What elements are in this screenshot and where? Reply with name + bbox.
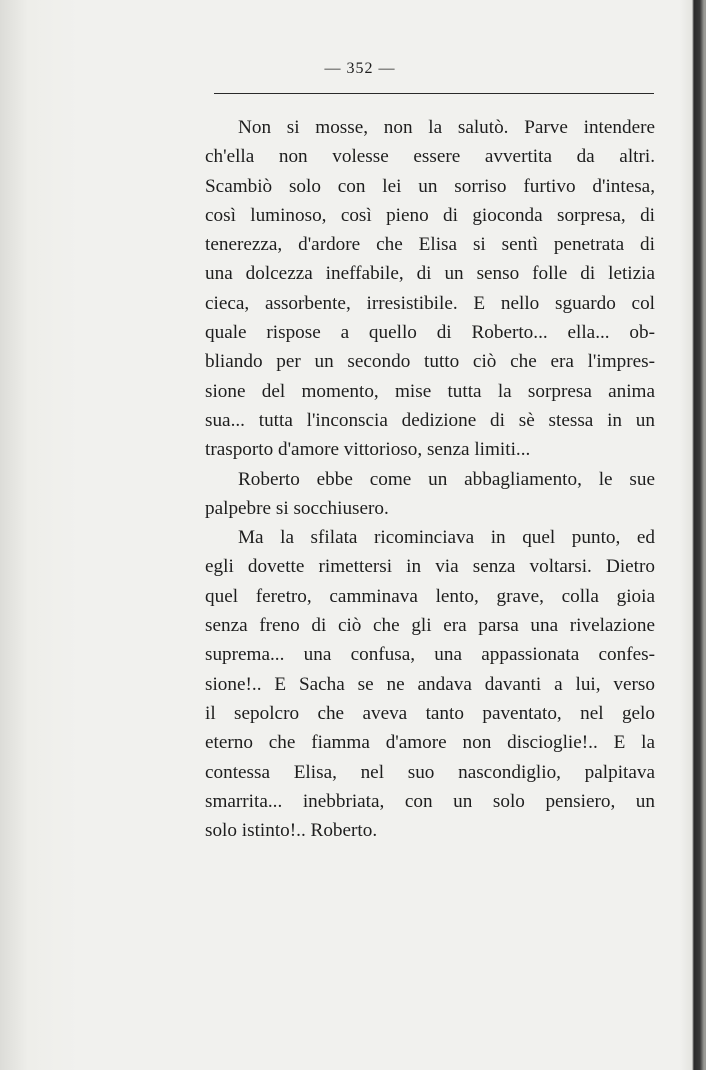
text-line: solo istinto!.. Roberto. (205, 820, 378, 842)
text-line: suprema... una confusa, una appassionata confes- (205, 644, 655, 666)
text-line: trasporto d'amore vittorioso, senza limiti... (205, 439, 531, 461)
text-line: palpebre si socchiusero. (205, 497, 389, 519)
text-line: contessa Elisa, nel suo nascondiglio, palpitava (205, 761, 655, 783)
text-line: Non si mosse, non la salutò. Parve intendere (238, 117, 655, 138)
text-line: sione!.. E Sacha se ne andava davanti a lui, verso (205, 673, 655, 695)
text-line: Ma la sfilata ricominciava in quel punto, ed (238, 527, 655, 549)
paragraph-3 (205, 523, 655, 845)
text-line: quel feretro, camminava lento, grave, colla gioia (205, 585, 655, 607)
text-line: bliando per un secondo tutto ciò che era l'impres- (205, 351, 655, 373)
text-line: il sepolcro che aveva tanto paventato, nel gelo (205, 702, 655, 724)
text-line: tenerezza, d'ardore che Elisa si sentì penetrata di (205, 234, 655, 256)
text-line: Roberto ebbe come un abbagliamento, le sue (238, 468, 655, 490)
text-line: smarrita... inebbriata, con un solo pensiero, un (205, 790, 655, 812)
text-line: senza freno di ciò che gli era parsa una rivelazione (205, 615, 655, 637)
paragraph-1 (205, 113, 655, 465)
text-line: sione del momento, mise tutta la sorpresa anima (205, 380, 655, 402)
header-rule (214, 93, 654, 94)
text-line: eterno che fiamma d'amore non discioglie!.. E la (205, 732, 655, 754)
text-line: ch'ella non volesse essere avvertita da altri. (205, 146, 655, 168)
text-line: una dolcezza ineffabile, di un senso folle di letizia (205, 263, 655, 285)
page-number: — 352 — (324, 60, 396, 77)
text-line: quale rispose a quello di Roberto... ella... ob- (205, 322, 655, 344)
body-text (205, 113, 655, 845)
text-line: Scambiò solo con lei un sorriso furtivo d'intesa, (205, 175, 655, 197)
paragraph-2 (205, 465, 655, 524)
text-line: cieca, assorbente, irresistibile. E nello sguardo col (205, 292, 655, 314)
text-line: sua... tutta l'inconscia dedizione di sè stessa in un (205, 409, 655, 431)
text-line: egli dovette rimettersi in via senza voltarsi. Dietro (205, 556, 655, 578)
text-line: così luminoso, così pieno di gioconda sorpresa, di (205, 204, 655, 226)
